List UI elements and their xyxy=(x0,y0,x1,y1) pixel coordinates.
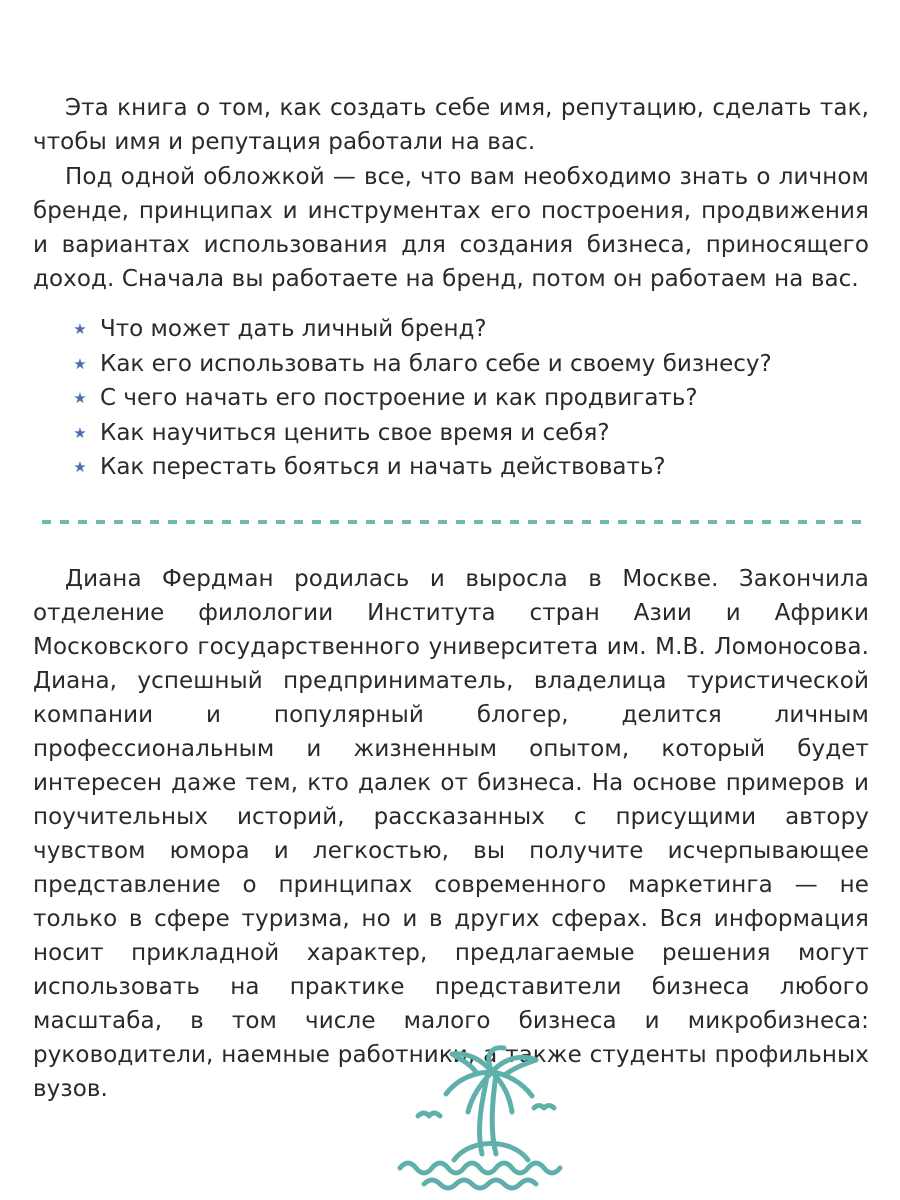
dashed-divider xyxy=(40,518,872,526)
list-item xyxy=(68,381,772,416)
palm-island-icon xyxy=(396,1042,568,1192)
author-bio: Диана Фердман родилась и выросла в Москве. Закончила отделение филологии Института стран Азии и Африки Московского государственного университета им. М.В. Ломоносова. Диана, успешный предприниматель, владелица туристической компании и популярный блогер, делится личным профессиональным и жизненным опытом, который будет интересен даже тем, кто далек от бизнеса. На основе примеров и поучительных историй, рассказанных с присущими автору чувством юмора и легкостью, вы получите исчерпывающее представление о принципах современного маркетинга — не только в сфере туризма, но и в других сферах. Вся информация носит прикладной характер, предлагаемые решения могут использовать на практике представители бизнеса любого масштаба, в том числе малого бизнеса и микробизнеса: руководители, наемные работники, а также студенты профильных вузов. xyxy=(33,566,869,1102)
star-icon: ★ xyxy=(73,389,87,408)
list-item-text: С чего начать его построение и как продвигать? xyxy=(100,385,698,411)
question-list xyxy=(68,312,772,485)
list-item xyxy=(68,347,772,382)
list-item-text: Что может дать личный бренд? xyxy=(100,316,487,342)
star-icon: ★ xyxy=(73,354,87,373)
list-item-text: Как перестать бояться и начать действовать? xyxy=(100,454,666,480)
star-icon: ★ xyxy=(73,423,87,442)
list-item-text: Как его использовать на благо себе и своему бизнесу? xyxy=(100,350,772,377)
list-item xyxy=(68,312,772,347)
intro-paragraph-2: Под одной обложкой — все, что вам необходимо знать о личном бренде, принципах и инструментах его построения, продвижения и вариантах использования для создания бизнеса, приносящего доход. Сначала вы работаете на бренд, потом он работаем на вас. xyxy=(33,164,869,292)
star-icon: ★ xyxy=(73,458,87,477)
list-item xyxy=(68,450,772,485)
list-item xyxy=(68,416,772,451)
intro-paragraph-1: Эта книга о том, как создать себе имя, репутацию, сделать так, чтобы имя и репутация работали на вас. xyxy=(33,95,869,155)
list-item-text: Как научиться ценить свое время и себя? xyxy=(100,419,610,446)
star-icon: ★ xyxy=(73,320,87,339)
